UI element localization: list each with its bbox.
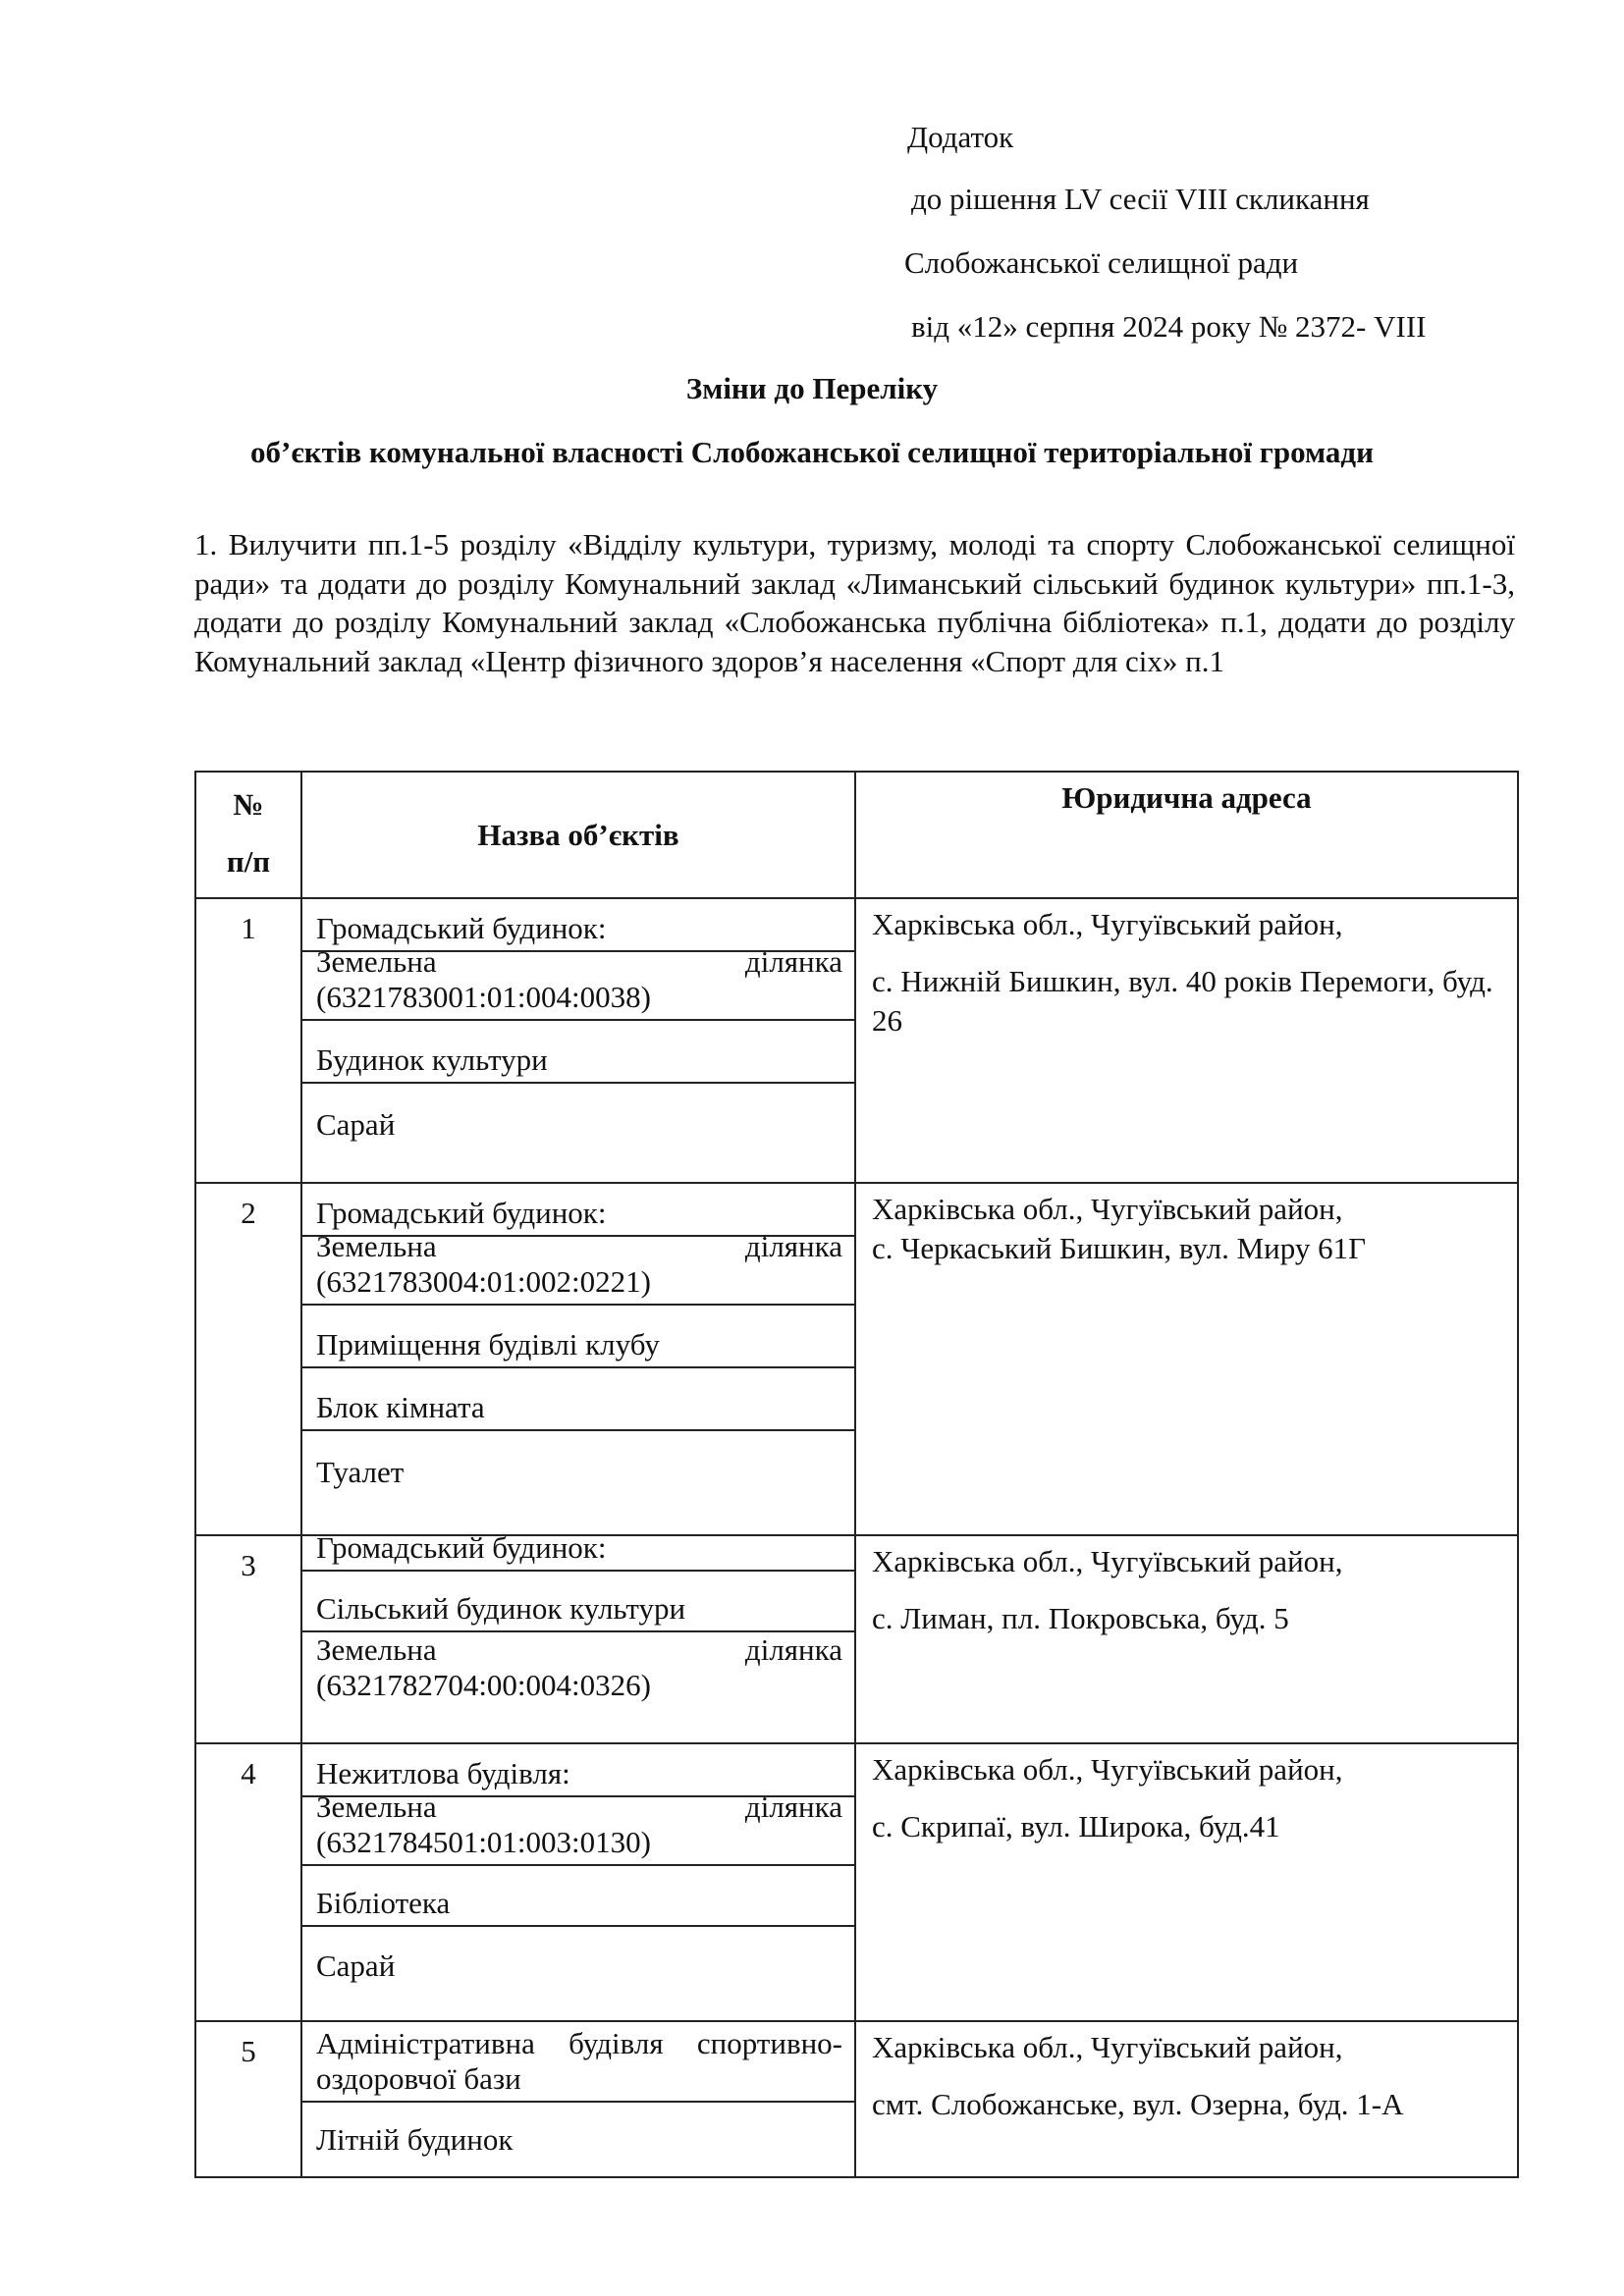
row-number: 4 bbox=[195, 1743, 301, 2021]
legal-address-cell bbox=[855, 898, 1518, 1183]
appendix-label: Додаток bbox=[907, 120, 1014, 154]
row-number: 5 bbox=[195, 2021, 301, 2177]
object-item: Громадський будинок: bbox=[302, 1536, 854, 1572]
council-line: Слобожанської селищної ради bbox=[904, 245, 1299, 280]
header-number-sign: № bbox=[233, 787, 264, 822]
row-number: 2 bbox=[195, 1183, 301, 1535]
decision-line: до рішення LV сесії VIII скликання bbox=[911, 182, 1370, 216]
object-item: Земельна ділянка (6321782704:00:004:0326) bbox=[316, 1632, 842, 1702]
objects-table bbox=[194, 771, 1519, 2178]
object-names-cell bbox=[301, 1743, 855, 2021]
legal-address-cell bbox=[855, 2021, 1518, 2177]
address-line: Харківська обл., Чугуївський район, bbox=[872, 1544, 1343, 1578]
address-line: с. Черкаський Бишкин, вул. Миру 61Г bbox=[872, 1231, 1367, 1265]
address-line: Харківська обл., Чугуївський район, bbox=[872, 907, 1343, 941]
object-item: Бібліотека bbox=[302, 1866, 854, 1927]
table-row bbox=[195, 1743, 1518, 2021]
object-item: Приміщення будівлі клубу bbox=[302, 1306, 854, 1368]
object-item: Громадський будинок: bbox=[302, 899, 854, 952]
header-number bbox=[195, 772, 301, 898]
object-names-cell bbox=[301, 2021, 855, 2177]
address-line: с. Скрипаї, вул. Широка, буд.41 bbox=[872, 1809, 1280, 1843]
object-item: Сільський будинок культури bbox=[302, 1572, 854, 1632]
header-number-abbr: п/п bbox=[226, 844, 271, 879]
address-line: Харківська обл., Чугуївський район, bbox=[872, 1752, 1343, 1787]
object-item: Земельна ділянка (6321784501:01:003:0130) bbox=[302, 1797, 854, 1866]
table-row bbox=[195, 2021, 1518, 2177]
object-names-cell bbox=[301, 1183, 855, 1535]
object-item: Земельна ділянка (6321783001:01:004:0038) bbox=[302, 952, 854, 1021]
document-subtitle: об’єктів комунальної власності Слобожанської селищної територіальної громади bbox=[250, 435, 1374, 469]
object-item: Туалет bbox=[316, 1455, 405, 1489]
object-item: Літній будинок bbox=[316, 2122, 514, 2157]
date-number-line: від «12» серпня 2024 року № 2372- VIII bbox=[911, 309, 1427, 344]
object-item: Громадський будинок: bbox=[302, 1184, 854, 1237]
legal-address-cell bbox=[855, 1535, 1518, 1743]
object-item: Сарай bbox=[316, 1107, 396, 1142]
intro-paragraph: 1. Вилучити пп.1-5 розділу «Відділу культури, туризму, молоді та спорту Слобожанської селищної ради» та додати до розділу Комунальний заклад «Лиманський сільський будинок культури» пп.1-3, додати до розділу Комунальний заклад «Слобожанська публічна бібліотека» п.1, додати до розділу Комунальний заклад «Центр фізичного здоров’я населення «Спорт для сіх» п.1 bbox=[194, 527, 1515, 678]
address-line: Харківська обл., Чугуївський район, bbox=[872, 1192, 1343, 1226]
object-item: Нежитлова будівля: bbox=[302, 1744, 854, 1797]
document-title: Зміни до Переліку bbox=[685, 371, 939, 405]
table-row bbox=[195, 1183, 1518, 1535]
address-line: Харківська обл., Чугуївський район, bbox=[872, 2030, 1343, 2064]
object-item: Блок кімната bbox=[302, 1368, 854, 1431]
header-legal-address: Юридична адреса bbox=[855, 772, 1518, 898]
object-item: Будинок культури bbox=[302, 1021, 854, 1084]
object-names-cell bbox=[301, 898, 855, 1183]
header-object-name: Назва об’єктів bbox=[301, 772, 855, 898]
address-line: с. Нижній Бишкин, вул. 40 років Перемоги, буд. 26 bbox=[872, 964, 1493, 1038]
row-number: 3 bbox=[195, 1535, 301, 1743]
table-body bbox=[195, 898, 1518, 2177]
object-names-cell bbox=[301, 1530, 855, 1743]
address-line: смт. Слобожанське, вул. Озерна, буд. 1-А bbox=[872, 2087, 1404, 2121]
object-item: Сарай bbox=[316, 1949, 396, 1983]
address-line: с. Лиман, пл. Покровська, буд. 5 bbox=[872, 1601, 1289, 1635]
legal-address-cell bbox=[855, 1743, 1518, 2021]
object-item: Адміністративна будівля спортивно-оздоровчої бази bbox=[302, 2022, 854, 2103]
row-number: 1 bbox=[195, 898, 301, 1183]
table-row bbox=[195, 898, 1518, 1183]
object-item: Земельна ділянка (6321783004:01:002:0221) bbox=[302, 1237, 854, 1306]
table-row bbox=[195, 1535, 1518, 1743]
legal-address-cell bbox=[855, 1183, 1518, 1535]
